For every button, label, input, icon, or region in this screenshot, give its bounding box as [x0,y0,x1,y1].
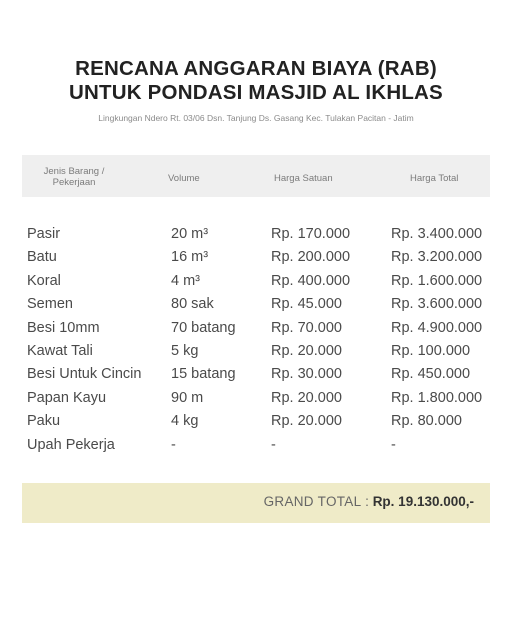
document-title-line-2: UNTUK PONDASI MASJID AL IKHLAS [69,81,443,104]
cell-item: Besi Untuk Cincin [27,366,142,383]
document-title-line-1: RENCANA ANGGARAN BIAYA (RAB) [75,57,437,80]
cell-unit-price: Rp. 170.000 [271,226,351,242]
cell-item: Besi 10mm [27,319,100,336]
cell-unit-price: Rp. 45.000 [271,296,342,313]
table-header [22,155,490,197]
cell-item: Koral [27,272,61,289]
cell-unit-price: Rp. 20.000 [271,342,342,359]
grand-total-bar [22,483,490,523]
cell-volume: 4 m³ [171,272,200,289]
cell-total: Rp. 100.000 [391,342,471,359]
table-row [0,413,512,436]
cell-item: Semen [27,296,73,313]
table-row [0,390,512,413]
grand-total-value: Rp. 19.130.000,- [372,494,474,509]
cell-volume: - [171,436,176,453]
cell-volume: 15 batang [171,366,236,383]
cell-volume: 16 m³ [171,249,209,266]
table-row [0,343,512,366]
table-row [0,437,512,460]
cell-total: Rp. 80.000 [391,413,462,430]
column-header-total-price: Harga Total [410,173,459,184]
cell-unit-price: Rp. 400.000 [271,272,351,289]
cell-volume: 70 batang [171,319,236,336]
column-header-volume: Volume [168,173,200,184]
table-row [0,296,512,319]
table-row [0,320,512,343]
cell-item: Batu [27,249,57,266]
grand-total-separator: : [361,494,373,509]
table-row [0,273,512,296]
table-body [0,226,512,460]
cell-item: Upah Pekerja [27,436,115,453]
cell-total: Rp. 450.000 [391,366,471,383]
table-row [0,249,512,272]
cell-item: Paku [27,413,61,430]
cell-item: Pasir [27,226,61,242]
document-subtitle-address: Lingkungan Ndero Rt. 03/06 Dsn. Tanjung Ds. Gasang Kec. Tulakan Pacitan - Jatim [98,113,414,123]
cell-total: - [391,436,396,453]
cell-item: Papan Kayu [27,389,107,406]
grand-total [264,494,474,509]
cell-unit-price: Rp. 70.000 [271,319,342,336]
cell-volume: 20 m³ [171,226,209,242]
cell-item: Kawat Tali [27,342,93,359]
cell-unit-price: Rp. 30.000 [271,366,342,383]
cell-total: Rp. 3.200.000 [391,249,483,266]
table-row [0,226,512,249]
cell-total: Rp. 3.600.000 [391,296,483,313]
column-header-item-line2: Pekerjaan [52,177,96,188]
cell-unit-price: Rp. 20.000 [271,413,342,430]
cell-total: Rp. 1.800.000 [391,389,483,406]
column-header-item-line1: Jenis Barang / [43,166,105,177]
cell-volume: 80 sak [171,296,214,313]
column-header-unit-price: Harga Satuan [274,173,333,184]
cell-volume: 5 kg [171,342,199,359]
cell-total: Rp. 4.900.000 [391,319,483,336]
cell-total: Rp. 1.600.000 [391,272,483,289]
cell-volume: 90 m [171,389,204,406]
cell-total: Rp. 3.400.000 [391,226,483,242]
cell-unit-price: - [271,436,276,453]
table-row [0,366,512,389]
grand-total-label: GRAND TOTAL [263,494,362,509]
cell-volume: 4 kg [171,413,199,430]
cell-unit-price: Rp. 20.000 [271,389,342,406]
cell-unit-price: Rp. 200.000 [271,249,351,266]
column-header-item [26,166,122,188]
